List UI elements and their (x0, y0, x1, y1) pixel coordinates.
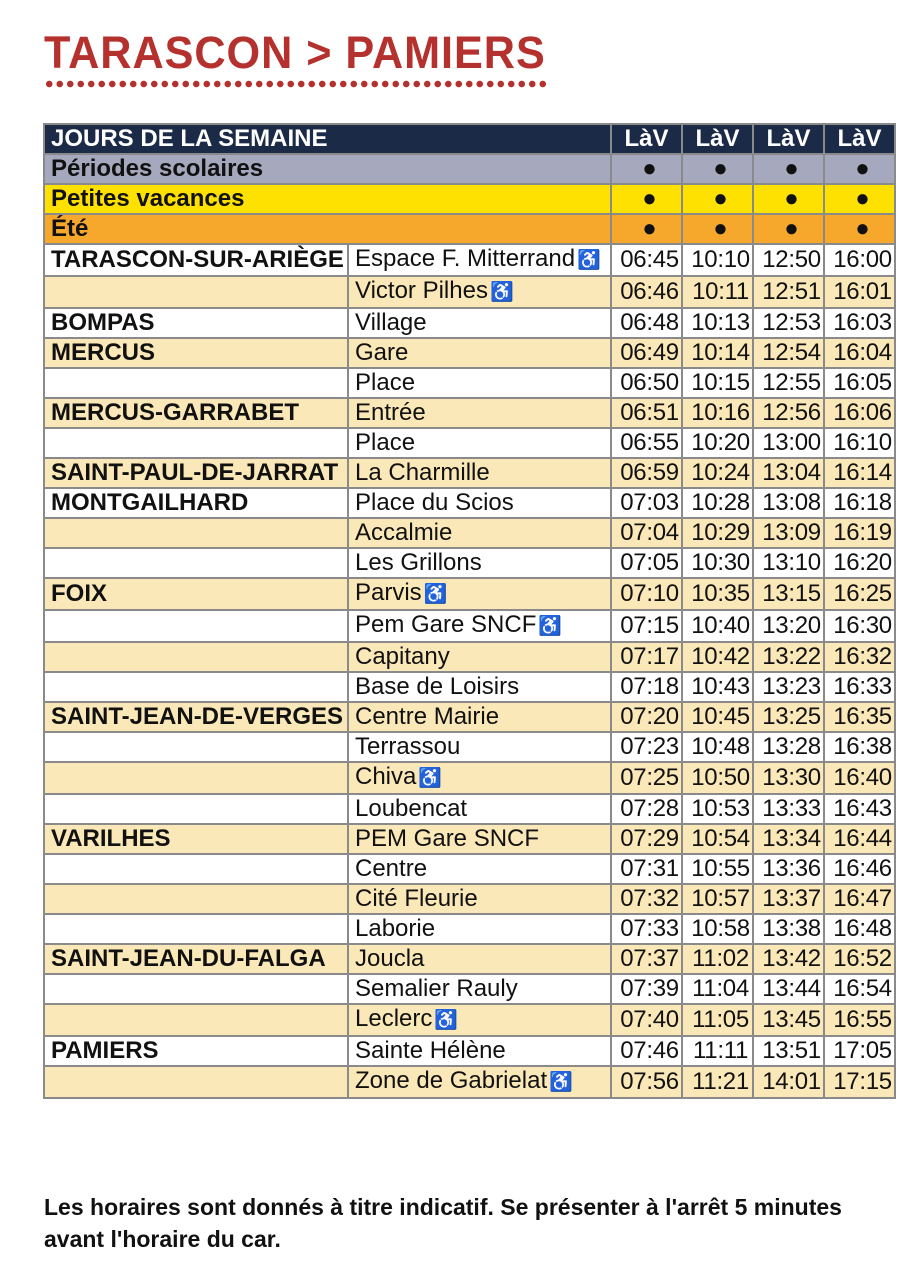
departure-time: 16:40 (824, 762, 895, 794)
departure-time: 16:44 (824, 824, 895, 854)
commune-name: TARASCON-SUR-ARIÈGE (44, 244, 348, 276)
departure-time: 16:00 (824, 244, 895, 276)
departure-time: 17:05 (824, 1036, 895, 1066)
departure-time: 11:02 (682, 944, 753, 974)
table-row (44, 672, 895, 702)
stop-name: Place (355, 369, 416, 396)
departure-time: 06:46 (611, 276, 682, 308)
table-row (44, 308, 895, 338)
stop-cell (348, 518, 611, 548)
departure-time: 13:36 (753, 854, 824, 884)
stop-name: Parvis (355, 579, 422, 606)
departure-time: 07:28 (611, 794, 682, 824)
period-dot-icon: ● (753, 184, 824, 214)
commune-name (44, 974, 348, 1004)
departure-time: 16:30 (824, 610, 895, 642)
departure-time: 13:22 (753, 642, 824, 672)
departure-time: 12:54 (753, 338, 824, 368)
period-dot-icon: ● (611, 154, 682, 184)
commune-name (44, 642, 348, 672)
commune-name (44, 672, 348, 702)
departure-time: 07:40 (611, 1004, 682, 1036)
day-header: LàV (611, 124, 682, 154)
commune-name (44, 914, 348, 944)
stop-name: Chiva (355, 763, 417, 790)
departure-time: 07:23 (611, 732, 682, 762)
commune-name: SAINT-PAUL-DE-JARRAT (44, 458, 348, 488)
departure-time: 13:38 (753, 914, 824, 944)
departure-time: 07:05 (611, 548, 682, 578)
wheelchair-icon: ♿ (434, 1010, 459, 1031)
departure-time: 10:13 (682, 308, 753, 338)
wheelchair-icon: ♿ (418, 768, 443, 789)
departure-time: 13:20 (753, 610, 824, 642)
day-header: LàV (824, 124, 895, 154)
commune-name: BOMPAS (44, 308, 348, 338)
table-row (44, 488, 895, 518)
departure-time: 13:09 (753, 518, 824, 548)
stop-cell (348, 914, 611, 944)
stop-cell (348, 338, 611, 368)
table-row (44, 338, 895, 368)
table-row (44, 974, 895, 1004)
stop-cell (348, 308, 611, 338)
departure-time: 06:59 (611, 458, 682, 488)
commune-name (44, 610, 348, 642)
commune-name (44, 428, 348, 458)
stop-name: Loubencat (355, 795, 468, 822)
table-row (44, 276, 895, 308)
departure-time: 13:04 (753, 458, 824, 488)
stop-name: Terrassou (355, 733, 461, 760)
stop-name: La Charmille (355, 459, 490, 486)
table-row (44, 578, 895, 610)
departure-time: 13:42 (753, 944, 824, 974)
departure-time: 16:38 (824, 732, 895, 762)
departure-time: 10:54 (682, 824, 753, 854)
departure-time: 13:51 (753, 1036, 824, 1066)
departure-time: 13:28 (753, 732, 824, 762)
period-dot-icon: ● (611, 214, 682, 244)
departure-time: 10:45 (682, 702, 753, 732)
table-row (44, 732, 895, 762)
wheelchair-icon: ♿ (549, 1072, 573, 1093)
departure-time: 10:15 (682, 368, 753, 398)
commune-name: SAINT-JEAN-DU-FALGA (44, 944, 348, 974)
stop-name: Place (355, 429, 416, 456)
stop-cell (348, 762, 611, 794)
departure-time: 11:04 (682, 974, 753, 1004)
stop-cell (348, 488, 611, 518)
stop-name: Les Grillons (355, 549, 482, 576)
period-dot-icon: ● (753, 214, 824, 244)
commune-name: MERCUS-GARRABET (44, 398, 348, 428)
stop-name: Espace F. Mitterrand (355, 245, 576, 272)
departure-time: 16:14 (824, 458, 895, 488)
departure-time: 13:15 (753, 578, 824, 610)
departure-time: 13:37 (753, 884, 824, 914)
stop-cell (348, 794, 611, 824)
departure-time: 12:50 (753, 244, 824, 276)
commune-name (44, 794, 348, 824)
stop-name: Laborie (355, 915, 436, 942)
table-row (44, 642, 895, 672)
departure-time: 07:03 (611, 488, 682, 518)
departure-time: 07:10 (611, 578, 682, 610)
table-row (44, 398, 895, 428)
departure-time: 16:47 (824, 884, 895, 914)
departure-time: 13:00 (753, 428, 824, 458)
day-header: LàV (682, 124, 753, 154)
departure-time: 06:50 (611, 368, 682, 398)
departure-time: 07:29 (611, 824, 682, 854)
stop-cell (348, 944, 611, 974)
departure-time: 12:53 (753, 308, 824, 338)
table-row (44, 794, 895, 824)
stop-cell (348, 548, 611, 578)
wheelchair-icon: ♿ (538, 616, 563, 637)
stop-name: Place du Scios (355, 489, 514, 516)
departure-time: 07:18 (611, 672, 682, 702)
departure-time: 13:08 (753, 488, 824, 518)
departure-time: 10:29 (682, 518, 753, 548)
departure-time: 10:14 (682, 338, 753, 368)
stop-name: Accalmie (355, 519, 453, 546)
departure-time: 16:10 (824, 428, 895, 458)
departure-time: 07:37 (611, 944, 682, 974)
commune-name: FOIX (44, 578, 348, 610)
stop-name: Semalier Rauly (355, 975, 518, 1002)
commune-name: PAMIERS (44, 1036, 348, 1066)
period-dot-icon: ● (611, 184, 682, 214)
period-dot-icon: ● (682, 154, 753, 184)
departure-time: 13:34 (753, 824, 824, 854)
timetable (43, 123, 896, 1099)
table-row (44, 1066, 895, 1098)
stop-name: Gare (355, 339, 409, 366)
departure-time: 16:04 (824, 338, 895, 368)
table-row (44, 1004, 895, 1036)
stop-cell (348, 276, 611, 308)
departure-time: 06:55 (611, 428, 682, 458)
departure-time: 07:17 (611, 642, 682, 672)
commune-name: MERCUS (44, 338, 348, 368)
stop-name: Joucla (355, 945, 425, 972)
departure-time: 11:11 (682, 1036, 753, 1066)
departure-time: 12:55 (753, 368, 824, 398)
commune-name (44, 518, 348, 548)
period-row-scolaires (44, 154, 895, 184)
commune-name (44, 762, 348, 794)
period-dot-icon: ● (824, 214, 895, 244)
departure-time: 12:51 (753, 276, 824, 308)
departure-time: 16:54 (824, 974, 895, 1004)
departure-time: 07:04 (611, 518, 682, 548)
footnote: Les horaires sont donnés à titre indicatif. Se présenter à l'arrêt 5 minutes avant l'horaire du car. (44, 1194, 842, 1252)
period-dot-icon: ● (824, 154, 895, 184)
departure-time: 14:01 (753, 1066, 824, 1098)
wheelchair-icon: ♿ (489, 282, 514, 303)
period-dot-icon: ● (824, 184, 895, 214)
stop-cell (348, 974, 611, 1004)
departure-time: 10:10 (682, 244, 753, 276)
stop-name: PEM Gare SNCF (355, 825, 540, 852)
stop-cell (348, 672, 611, 702)
departure-time: 07:33 (611, 914, 682, 944)
table-row (44, 610, 895, 642)
stop-name: Zone de Gabrielat (355, 1067, 548, 1094)
departure-time: 07:31 (611, 854, 682, 884)
stop-name: Sainte Hélène (355, 1037, 506, 1064)
stop-cell (348, 642, 611, 672)
stop-name: Victor Pilhes (355, 277, 488, 304)
stop-name: Leclerc (355, 1005, 433, 1032)
table-row (44, 518, 895, 548)
stop-cell (348, 1066, 611, 1098)
commune-name (44, 732, 348, 762)
table-row (44, 914, 895, 944)
departure-time: 13:23 (753, 672, 824, 702)
table-row (44, 884, 895, 914)
table-row (44, 762, 895, 794)
wheelchair-icon: ♿ (423, 584, 448, 605)
departure-time: 07:39 (611, 974, 682, 1004)
departure-time: 16:03 (824, 308, 895, 338)
departure-time: 10:53 (682, 794, 753, 824)
period-dot-icon: ● (682, 184, 753, 214)
departure-time: 13:10 (753, 548, 824, 578)
day-header: LàV (753, 124, 824, 154)
departure-time: 10:55 (682, 854, 753, 884)
departure-time: 11:05 (682, 1004, 753, 1036)
departure-time: 10:16 (682, 398, 753, 428)
stop-cell (348, 824, 611, 854)
departure-time: 16:25 (824, 578, 895, 610)
departure-time: 07:20 (611, 702, 682, 732)
departure-time: 16:46 (824, 854, 895, 884)
departure-time: 13:30 (753, 762, 824, 794)
departure-time: 07:32 (611, 884, 682, 914)
departure-time: 10:57 (682, 884, 753, 914)
departure-time: 10:48 (682, 732, 753, 762)
stop-cell (348, 428, 611, 458)
commune-name: MONTGAILHARD (44, 488, 348, 518)
departure-time: 13:44 (753, 974, 824, 1004)
departure-time: 10:20 (682, 428, 753, 458)
commune-name (44, 276, 348, 308)
departure-time: 06:51 (611, 398, 682, 428)
table-row (44, 368, 895, 398)
departure-time: 16:18 (824, 488, 895, 518)
departure-time: 13:25 (753, 702, 824, 732)
commune-name (44, 1004, 348, 1036)
stop-cell (348, 610, 611, 642)
departure-time: 10:35 (682, 578, 753, 610)
dotted-divider (44, 79, 550, 89)
period-label: Périodes scolaires (44, 154, 611, 184)
stop-cell (348, 578, 611, 610)
departure-time: 10:24 (682, 458, 753, 488)
table-row (44, 458, 895, 488)
stop-name: Village (355, 309, 427, 336)
departure-time: 16:52 (824, 944, 895, 974)
table-row (44, 702, 895, 732)
stop-name: Centre (355, 855, 428, 882)
header-row (44, 124, 895, 154)
stop-name: Entrée (355, 399, 426, 426)
commune-name (44, 368, 348, 398)
stop-cell (348, 458, 611, 488)
departure-time: 16:55 (824, 1004, 895, 1036)
departure-time: 16:06 (824, 398, 895, 428)
stop-cell (348, 732, 611, 762)
departure-time: 07:56 (611, 1066, 682, 1098)
departure-time: 10:42 (682, 642, 753, 672)
period-dot-icon: ● (682, 214, 753, 244)
stop-cell (348, 368, 611, 398)
commune-name (44, 854, 348, 884)
stop-cell (348, 854, 611, 884)
departure-time: 16:20 (824, 548, 895, 578)
period-row-petites-vacances (44, 184, 895, 214)
table-row (44, 1036, 895, 1066)
commune-name (44, 548, 348, 578)
commune-name: VARILHES (44, 824, 348, 854)
departure-time: 16:19 (824, 518, 895, 548)
stop-cell (348, 884, 611, 914)
departure-time: 07:25 (611, 762, 682, 794)
table-row (44, 244, 895, 276)
departure-time: 10:28 (682, 488, 753, 518)
stop-cell (348, 1036, 611, 1066)
departure-time: 16:32 (824, 642, 895, 672)
table-row (44, 548, 895, 578)
route-title: TARASCON > PAMIERS (44, 27, 546, 78)
departure-time: 16:43 (824, 794, 895, 824)
stop-cell (348, 702, 611, 732)
departure-time: 16:35 (824, 702, 895, 732)
period-row-ete (44, 214, 895, 244)
departure-time: 11:21 (682, 1066, 753, 1098)
stop-name: Base de Loisirs (355, 673, 520, 700)
stop-name: Cité Fleurie (355, 885, 478, 912)
departure-time: 10:43 (682, 672, 753, 702)
departure-time: 13:33 (753, 794, 824, 824)
departure-time: 16:01 (824, 276, 895, 308)
stop-name: Capitany (355, 643, 450, 670)
departure-time: 12:56 (753, 398, 824, 428)
departure-time: 06:45 (611, 244, 682, 276)
departure-time: 10:50 (682, 762, 753, 794)
commune-name (44, 884, 348, 914)
departure-time: 10:11 (682, 276, 753, 308)
departure-time: 17:15 (824, 1066, 895, 1098)
departure-time: 10:40 (682, 610, 753, 642)
stop-name: Centre Mairie (355, 703, 500, 730)
departure-time: 10:30 (682, 548, 753, 578)
departure-time: 16:33 (824, 672, 895, 702)
departure-time: 10:58 (682, 914, 753, 944)
stop-cell (348, 1004, 611, 1036)
stop-name: Pem Gare SNCF (355, 611, 537, 638)
table-row (44, 824, 895, 854)
departure-time: 16:05 (824, 368, 895, 398)
stop-cell (348, 398, 611, 428)
table-row (44, 854, 895, 884)
table-row (44, 428, 895, 458)
period-label: Été (44, 214, 611, 244)
weekdays-header: JOURS DE LA SEMAINE (44, 124, 611, 154)
stop-cell (348, 244, 611, 276)
commune-name: SAINT-JEAN-DE-VERGES (44, 702, 348, 732)
table-row (44, 944, 895, 974)
period-dot-icon: ● (753, 154, 824, 184)
departure-time: 13:45 (753, 1004, 824, 1036)
period-label: Petites vacances (44, 184, 611, 214)
departure-time: 06:48 (611, 308, 682, 338)
departure-time: 07:46 (611, 1036, 682, 1066)
departure-time: 16:48 (824, 914, 895, 944)
wheelchair-icon: ♿ (577, 250, 601, 271)
commune-name (44, 1066, 348, 1098)
departure-time: 06:49 (611, 338, 682, 368)
departure-time: 07:15 (611, 610, 682, 642)
